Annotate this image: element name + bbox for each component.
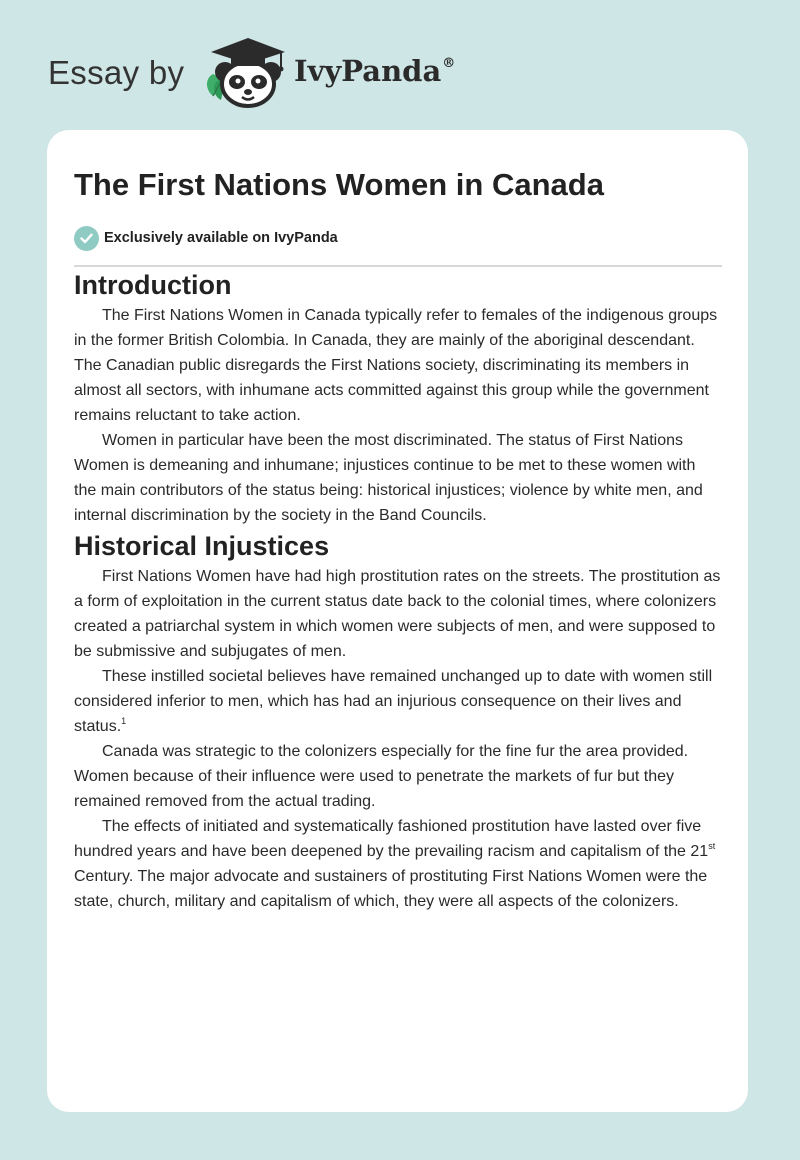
exclusive-badge-label: Exclusively available on IvyPanda [104, 230, 338, 246]
footnote-marker[interactable]: 1 [121, 716, 127, 726]
paragraph-text: These instilled societal believes have remained unchanged up to date with women still considered inferior to men, which has had an injurious consequence on their lives and status. [74, 668, 713, 735]
essay-card [47, 130, 748, 1112]
paragraph: The First Nations Women in Canada typically refer to females of the indigenous groups in the former British Colombia. In Canada, they are mainly of the aboriginal descendant. The Canadian public disregards the First Nations society, discriminating its members in almost all sectors, with inhumane acts committed against this group while the government remains reluctant to take action. [74, 307, 718, 424]
section-heading: Introduction [74, 270, 232, 300]
section-historical-injustices [74, 528, 722, 914]
paragraph: Women in particular have been the most discriminated. The status of First Nations Women is demeaning and inhumane; injustices continue to be met to these women with the main contributors of the status being: historical injustices; violence by white men, and internal discrimination by the society in the Band Councils. [74, 432, 703, 524]
section-heading: Historical Injustices [74, 531, 330, 561]
registered-mark: ® [442, 56, 456, 71]
paragraph-text-end: Century. The major advocate and sustainers of prostituting First Nations Women were the state, church, military and capitalism of which, they were all aspects of the colonizers. [74, 868, 708, 910]
site-header [48, 34, 508, 114]
ivypanda-brand[interactable] [294, 54, 455, 88]
ordinal-suffix: st [708, 841, 716, 851]
exclusive-badge [74, 224, 722, 252]
checkmark-icon [74, 226, 99, 251]
brand-name-text: IvyPanda [294, 54, 442, 88]
essay-by-label: Essay by [48, 54, 185, 91]
paragraph: First Nations Women have had high prostitution rates on the streets. The prostitution as a form of exploitation in the current status date back to the colonial times, where colonizers created a patriarchal system in which women were subjects of men, and were supposed to be submissive and subjugates of men. [74, 568, 721, 660]
essay-title: The First Nations Women in Canada [74, 167, 604, 202]
paragraph: Canada was strategic to the colonizers especially for the fine fur the area provided. Women because of their influence were used to penetrate the markets of fur but they remained removed from the actual trading. [74, 743, 689, 810]
paragraph-with-footnote [74, 664, 722, 739]
paragraph [74, 814, 722, 914]
panda-logo-icon[interactable] [201, 34, 291, 108]
paragraph-text-start: The effects of initiated and systematically fashioned prostitution have lasted over five hundred years and have been deepened by the prevailing racism and capitalism of the 21 [74, 818, 709, 860]
section-introduction [74, 267, 722, 528]
